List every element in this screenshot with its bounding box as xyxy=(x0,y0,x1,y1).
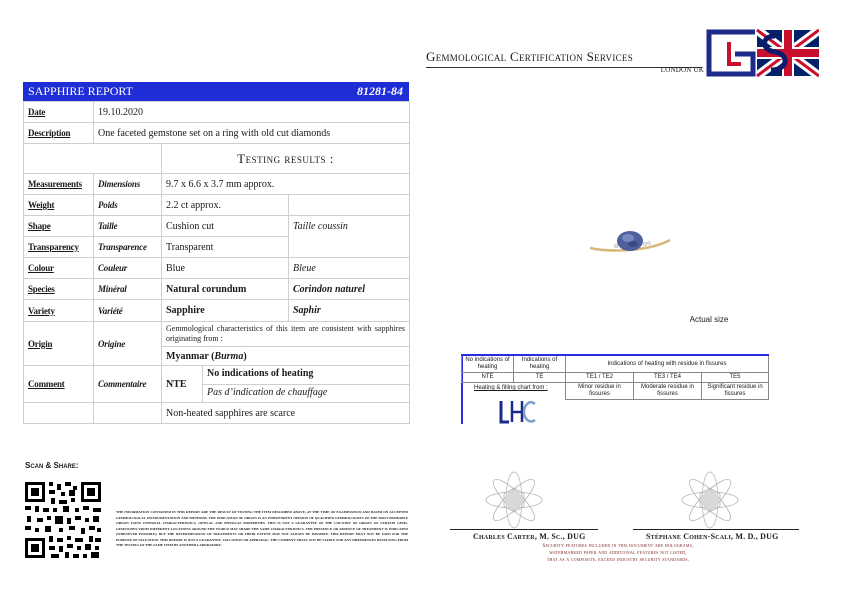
security-line-2: watermarked paper and additional features not listed, xyxy=(549,551,687,556)
shape-value: Cushion cut xyxy=(162,216,289,237)
lhc-lab-logo xyxy=(497,398,537,426)
variety-value: Sapphire xyxy=(162,300,289,322)
origin-note: Gemmological characteristics of this item are consistent with sapphires originating from : xyxy=(162,322,410,347)
comment-value: No indications of heating xyxy=(203,366,409,385)
description-value: One faceted gemstone set on a ring with old cut diamonds xyxy=(94,123,410,144)
security-notice xyxy=(473,543,763,564)
brand-name: Gemmological Certification Services xyxy=(426,49,702,68)
heating-code-te3-te4: TE3 / TE4 xyxy=(634,373,702,383)
heating-header-heating: Indications of heating xyxy=(514,355,566,373)
signatory-cohen-scali: Stéphane Cohen-Scali, M. D., DUG xyxy=(646,532,779,541)
colour-label: Colour xyxy=(24,258,94,279)
row-variety xyxy=(24,300,410,322)
heating-residue-minor: Minor residue in fissures xyxy=(566,383,634,400)
row-testing xyxy=(24,144,410,174)
signatory-carter: Charles Carter, M. Sc., DUG xyxy=(473,532,586,541)
transparency-value: Transparent xyxy=(162,237,289,258)
qr-code-icon[interactable] xyxy=(23,480,103,560)
weight-label: Weight xyxy=(24,195,94,216)
gemstone-seal-icon-left xyxy=(482,468,546,532)
measurements-label: Measurements xyxy=(24,174,94,195)
origin-value-prefix: Myanmar ( xyxy=(166,350,215,362)
origin-label: Origin xyxy=(24,322,94,366)
actual-size-caption: Actual size xyxy=(689,315,729,324)
scan-share-label: Scan & Share: xyxy=(25,461,79,470)
report-table xyxy=(23,101,410,424)
row-weight xyxy=(24,195,410,216)
transparence-label: Transparence xyxy=(94,237,162,258)
origin-value-burma: Burma xyxy=(214,350,244,362)
poids-label: Poids xyxy=(94,195,162,216)
signature-line-left xyxy=(450,529,598,530)
date-value: 19.10.2020 xyxy=(94,102,410,123)
heating-code-te1-te2: TE1 / TE2 xyxy=(566,373,634,383)
disclaimer-fine-print: THE INFORMATION CONTAINED IN THIS REPORT ARE THE RESULT OF TESTING THE ITEM DESCRIBED ABOVE, AT THE TIME OF EXAMINATION AND BASED ON ACCEPTED GEMMOLOGICAL INSTRUMENTATION AND METHODS. THE INDICATION OF ORIGIN IS AN INDEPENDENT OPINION OF QUALIFIED GEMMOLOGISTS OF THE MOST PROBABLE ORIGIN USING INTERNAL CHARACTERISTICS, OPTICAL AND PHYSICAL PROPERTIES. THIS IS NOT A GUARANTEE OF THE COUNTRY OF ORIGIN OF CERTAIN GEMS. GEMSTONES FROM DIFFERENT LOCATIONS AROUND THE WORLD MAY SHARE THE SAME CHARACTERISTICS. THE PRESENCE OR ABSENCE OF TREATMENT IS INDICATED (WHENEVER POSSIBLE), BUT THE DETERMINATION OF TREATMENTS OR THEIR EXTENT MAY NOT ALWAYS BE POSSIBLE. THIS REPORT MUST NOT BE USED FOR THE PURPOSE OF VALUATION. THIS REPORT IS NOT A GUARANTEE, VALUATION OR APPRAISAL. THE COMPANY SHALL NOT BE LIABLE FOR ANY DIFFERENCES RESULTING FROM THE TESTING OF THE SAME ITEM BY ANOTHER LABORATORY. xyxy=(116,510,408,547)
weight-value: 2.2 ct approx. xyxy=(162,195,289,216)
gcs-union-jack-logo xyxy=(705,28,819,78)
row-measurements xyxy=(24,174,410,195)
taille-label: Taille xyxy=(94,216,162,237)
species-label: Species xyxy=(24,279,94,300)
shape-fr-value: Taille coussin xyxy=(289,216,410,258)
report-title-bar xyxy=(23,82,409,101)
report-title: SAPPHIRE REPORT xyxy=(28,84,133,98)
row-origin-note xyxy=(24,322,410,347)
heating-code-nte: NTE xyxy=(462,373,514,383)
comment-note: Non-heated sapphires are scarce xyxy=(162,403,410,424)
origin-value-suffix: ) xyxy=(243,350,247,362)
testing-heading: Testing results : xyxy=(162,144,410,174)
species-value: Natural corundum xyxy=(162,279,289,300)
colour-fr-value: Bleue xyxy=(289,258,410,279)
row-comment xyxy=(24,366,410,385)
species-fr-value: Corindon naturel xyxy=(289,279,410,300)
heating-header-none: No indications of heating xyxy=(462,355,514,373)
comment-code: NTE xyxy=(162,366,203,402)
report-number: 81281-84 xyxy=(357,84,403,98)
date-label: Date xyxy=(24,102,94,123)
origine-label: Origine xyxy=(94,322,162,366)
colour-value: Blue xyxy=(162,258,289,279)
origin-value xyxy=(162,347,410,366)
ring-photo xyxy=(588,226,672,256)
shape-label: Shape xyxy=(24,216,94,237)
security-line-1: Security features included in this document are holograms, xyxy=(542,544,694,549)
comment-fr-value: Pas d’indication de chauffage xyxy=(207,386,328,398)
heating-residue-moderate: Moderate residue in fissures xyxy=(634,383,702,400)
security-line-3: that as a composite, exceed industry security standards. xyxy=(546,558,690,563)
row-description xyxy=(24,123,410,144)
variete-label: Variété xyxy=(94,300,162,322)
couleur-label: Couleur xyxy=(94,258,162,279)
row-species xyxy=(24,279,410,300)
signature-line-right xyxy=(633,529,799,530)
brand-location: LONDON UK xyxy=(660,66,704,74)
heating-chart-label: Heating & filling chart from : xyxy=(474,385,548,391)
heating-header-residue: Indications of heating with residue in fissures xyxy=(566,355,769,373)
measurements-value: 9.7 x 6.6 x 3.7 mm approx. xyxy=(162,174,410,195)
row-comment-note xyxy=(24,403,410,424)
heating-code-te5: TE5 xyxy=(702,373,769,383)
gemstone-seal-icon-right xyxy=(678,468,742,532)
variety-fr-value: Saphir xyxy=(289,300,410,322)
comment-label: Comment xyxy=(24,366,94,403)
dimensions-label: Dimensions xyxy=(94,174,162,195)
commentaire-label: Commentaire xyxy=(94,366,162,403)
description-label: Description xyxy=(24,123,94,144)
row-shape xyxy=(24,216,410,237)
heating-residue-significant: Significant residue in fissures xyxy=(702,383,769,400)
variety-label: Variety xyxy=(24,300,94,322)
transparency-label: Transparency xyxy=(24,237,94,258)
heating-table xyxy=(461,354,769,400)
comment-cell xyxy=(162,366,410,403)
row-date xyxy=(24,102,410,123)
heating-code-te: TE xyxy=(514,373,566,383)
mineral-label: Minéral xyxy=(94,279,162,300)
row-colour xyxy=(24,258,410,279)
